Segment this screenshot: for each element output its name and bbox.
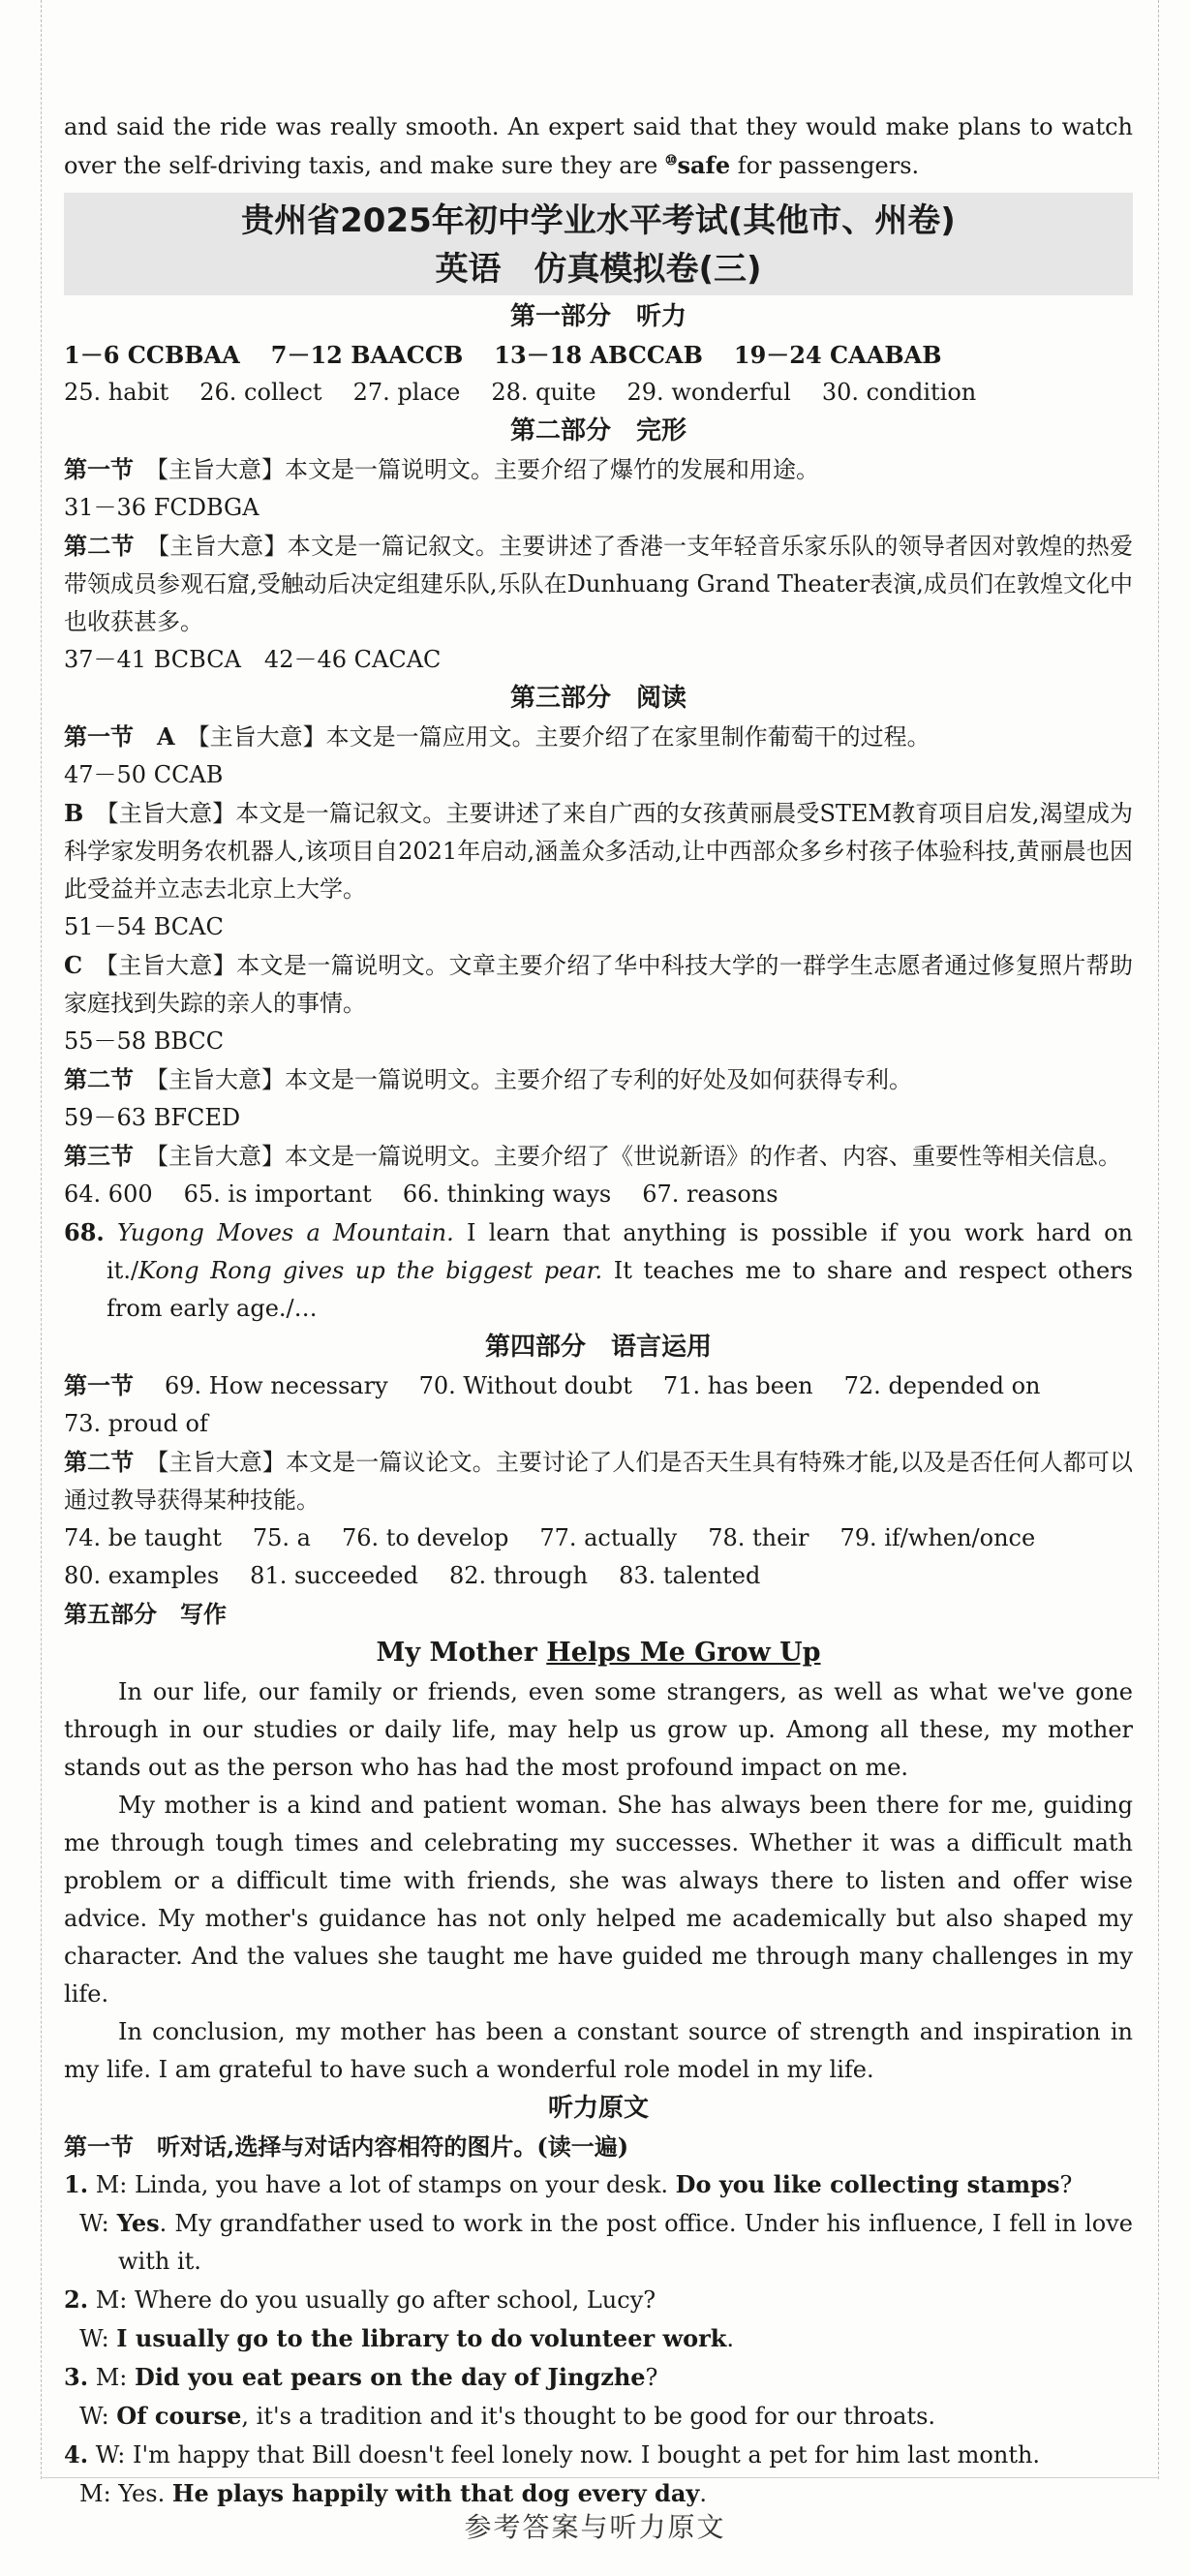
part1-answers-row1: 1－6 CCBBAA 7－12 BAACCB 13－18 ABCCAB 19－24 CAABAB xyxy=(64,341,942,369)
essay-paragraph-1: In our life, our family or friends, even some strangers, as well as what we've gone through in our studies or daily life, may help us grow up. Among all these, my mother stands out as the person who has had the most profound impact on me. xyxy=(64,1678,1133,1781)
page-footer: 参考答案与听力原文 xyxy=(464,2511,726,2543)
part3-answers-64-67: 64. 600 65. is important 66. thinking ways 67. reasons xyxy=(64,1181,778,1208)
part5-heading: 第五部分 写作 xyxy=(64,1600,227,1628)
part1-answers-row2: 25. habit 26. collect 27. place 28. quite 29. wonderful 30. condition xyxy=(64,379,977,406)
part4-section1-cont: 73. proud of xyxy=(64,1410,208,1437)
part3-a-answers: 47－50 CCAB xyxy=(64,761,224,788)
part4-heading: 第四部分 语言运用 xyxy=(484,1333,712,1362)
part3-section3: 第三节 【主旨大意】本文是一篇说明文。主要介绍了《世说新语》的作者、内容、重要性等相关信息。 xyxy=(64,1142,1121,1170)
part4-section2-row1: 74. be taught 75. a 76. to develop 77. actually 78. their 79. if/when/once xyxy=(64,1524,1036,1551)
dialogue-2-m: 2. M: Where do you usually go after school, Lucy? xyxy=(64,2285,656,2314)
dialogue-4-m: M: Yes. He plays happily with that dog every day. xyxy=(79,2479,707,2507)
part3-section2: 第二节 【主旨大意】本文是一篇说明文。主要介绍了专利的好处及如何获得专利。 xyxy=(64,1065,912,1093)
part1-heading: 第一部分 听力 xyxy=(509,302,687,331)
part3-section2-answers: 59－63 BFCED xyxy=(64,1104,241,1131)
content xyxy=(64,108,1133,2513)
part2-section1: 第一节 【主旨大意】本文是一篇说明文。主要介绍了爆竹的发展和用途。 xyxy=(64,455,819,483)
part3-b-answers: 51－54 BCAC xyxy=(64,913,224,940)
essay-paragraph-2: My mother is a kind and patient woman. She has always been there for me, guiding me through tough times and celebrating my successes. Whether it was a difficult math problem or a difficult time with friends, she was always there to listen and offer wise advice. My mother's guidance has not only helped me academically but also shaped my character. And the values she taught me have guided me through many challenges in my life. xyxy=(64,1792,1133,2008)
part3-heading: 第三部分 阅读 xyxy=(509,684,687,713)
exam-subtitle: 英语 仿真模拟卷(三) xyxy=(435,250,762,289)
part3-b: B 【主旨大意】本文是一篇记叙文。主要讲述了来自广西的女孩黄丽晨受STEM教育项目启发,渴望成为科学家发明务农机器人,该项目自2021年启动,涵盖众多活动,让中西部众多乡村孩子体验科技,黄丽晨也因此受益并立志去北京上大学。 xyxy=(64,799,1134,903)
part2-section2-answers: 37－41 BCBCA 42－46 CACAC xyxy=(64,646,442,673)
part3-section1-a: 第一节 A 【主旨大意】本文是一篇应用文。主要介绍了在家里制作葡萄干的过程。 xyxy=(64,722,931,751)
part2-section1-answers: 31－36 FCDBGA xyxy=(64,494,259,521)
listening-heading: 听力原文 xyxy=(547,2094,649,2123)
bottom-rule xyxy=(41,2477,1159,2478)
essay-title: My Mother Helps Me Grow Up xyxy=(376,1638,821,1668)
dialogue-3-w: W: Of course, it's a tradition and it's thought to be good for our throats. xyxy=(79,2402,936,2430)
essay-paragraph-3: In conclusion, my mother has been a constant source of strength and inspiration in my life. I am grateful to have such a wonderful role model in my life. xyxy=(64,2018,1133,2083)
part2-heading: 第二部分 完形 xyxy=(509,416,687,445)
dialogue-1-w: W: Yes. My grandfather used to work in the post office. Under his influence, I fell in love with it. xyxy=(79,2209,1134,2275)
listening-section1-instruction: 第一节 听对话,选择与对话内容相符的图片。(读一遍) xyxy=(64,2132,629,2161)
right-margin-rule xyxy=(1158,0,1159,2479)
left-margin-rule xyxy=(41,0,42,2479)
part3-answer-68: 68. Yugong Moves a Mountain. I learn that anything is possible if you work hard on it./Kong Rong gives up the biggest pear. It teaches me to share and respect others from early age./… xyxy=(64,1218,1134,1322)
exam-title: 贵州省2025年初中学业水平考试(其他市、州卷) xyxy=(241,201,956,240)
dialogue-1-m: 1. M: Linda, you have a lot of stamps on your desk. Do you like collecting stamps? xyxy=(64,2170,1073,2198)
part2-section2: 第二节 【主旨大意】本文是一篇记叙文。主要讲述了香港一支年轻音乐家乐队的领导者因对敦煌的热爱带领成员参观石窟,受触动后决定组建乐队,乐队在Dunhuang Grand Theater表演,成员们在敦煌文化中也收获甚多。 xyxy=(64,532,1134,635)
dialogue-3-m: 3. M: Did you eat pears on the day of Jingzhe? xyxy=(64,2363,658,2391)
part3-c-answers: 55－58 BBCC xyxy=(64,1027,225,1055)
part4-section2: 第二节 【主旨大意】本文是一篇议论文。主要讨论了人们是否天生具有特殊才能,以及是否任何人都可以通过教导获得某种技能。 xyxy=(64,1448,1134,1514)
exam-title-banner xyxy=(64,193,1133,295)
part4-section1: 第一节 69. How necessary 70. Without doubt 71. has been 72. depended on xyxy=(64,1371,1041,1399)
dialogue-4-w: 4. W: I'm happy that Bill doesn't feel lonely now. I bought a pet for him last month. xyxy=(64,2440,1041,2469)
part3-c: C 【主旨大意】本文是一篇说明文。文章主要介绍了华中科技大学的一群学生志愿者通过修复照片帮助家庭找到失踪的亲人的事情。 xyxy=(64,951,1134,1017)
dialogue-2-w: W: I usually go to the library to do volunteer work. xyxy=(79,2324,735,2352)
intro-text: and said the ride was really smooth. An expert said that they would make plans to watch over the self-driving taxis, and make sure they are ⑩safe for passengers. xyxy=(64,113,1133,179)
part4-section2-row2: 80. examples 81. succeeded 82. through 83. talented xyxy=(64,1562,761,1589)
